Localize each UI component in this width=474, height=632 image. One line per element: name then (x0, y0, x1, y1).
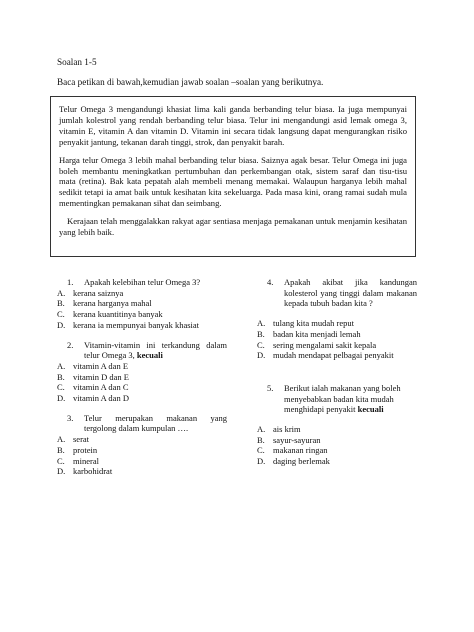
question-number: 5. (267, 382, 274, 393)
question-1 (57, 277, 227, 331)
option-label: B. (257, 328, 265, 339)
option-c[interactable] (57, 382, 227, 393)
section-heading: Soalan 1-5 (57, 57, 97, 67)
option-label: C. (57, 455, 65, 466)
option-a[interactable] (257, 424, 417, 435)
option-a[interactable] (257, 318, 417, 329)
questions-left-column (57, 277, 227, 485)
option-d[interactable] (57, 320, 227, 331)
option-text: ais krim (273, 424, 301, 435)
option-b[interactable] (57, 298, 227, 309)
option-label: A. (57, 360, 66, 371)
option-text: kerana harganya mahal (73, 298, 152, 309)
option-label: B. (57, 371, 65, 382)
option-c[interactable] (257, 340, 417, 351)
question-text: Telur merupakan makanan yang tergolong dalam kumpulan …. (84, 412, 227, 434)
option-label: A. (257, 424, 266, 435)
option-text: makanan ringan (273, 445, 328, 456)
questions-right-column (257, 277, 417, 475)
option-text: serat (73, 434, 90, 445)
option-label: D. (57, 393, 66, 404)
option-a[interactable] (57, 434, 227, 445)
option-text: kerana ia mempunyai banyak khasiat (73, 319, 200, 330)
option-label: C. (57, 309, 65, 320)
question-keyword: kecuali (136, 350, 163, 361)
question-4 (257, 277, 417, 361)
option-text: protein (73, 444, 98, 455)
option-text: mudah mendapat pelbagai penyakit (273, 350, 394, 361)
option-b[interactable] (57, 372, 227, 383)
option-text: tulang kita mudah reput (273, 318, 354, 329)
option-d[interactable] (257, 350, 417, 361)
option-d[interactable] (57, 393, 227, 404)
question-number: 4. (267, 277, 274, 287)
option-label: B. (57, 298, 65, 309)
question-3 (57, 413, 227, 477)
instruction-text: Baca petikan di bawah,kemudian jawab soalan –soalan yang berikutnya. (57, 77, 324, 87)
option-text: mineral (73, 455, 99, 466)
question-text: Apakah akibat jika kandungan kolesterol yang tinggi dalam makanan kepada tubuh badan kita ? (284, 277, 417, 309)
option-b[interactable] (257, 435, 417, 446)
option-text: vitamin A dan C (73, 382, 129, 393)
option-c[interactable] (57, 456, 227, 467)
option-text: sayur-sayuran (273, 434, 321, 445)
option-text: karbohidrat (73, 466, 113, 477)
option-text: badan kita menjadi lemah (273, 328, 361, 339)
option-label: A. (257, 318, 266, 329)
question-text-main: Berikut ialah makanan yang boleh menyebabkan badan kita mudah menghidapi penyakit (284, 382, 401, 415)
option-text: kerana kuantitinya banyak (73, 309, 163, 320)
question-text: Apakah kelebihan telur Omega 3? (84, 277, 201, 287)
question-number: 2. (67, 339, 74, 350)
question-text (84, 340, 227, 361)
option-text: kerana saiznya (73, 287, 124, 298)
option-d[interactable] (257, 456, 417, 467)
passage-paragraph-2: Harga telur Omega 3 lebih mahal berbanding telur biasa. Saiznya agak besar. Telur Omega ini juga boleh membantu meningkatkan pertumbuhan dan perkembangan otak, sistem saraf dan tisu-tisu mata (retina). Bak kata pepatah alah membeli menang memakai. Walaupun harganya lebih mahal sedikit tetapi ia amat baik untuk kesihatan kita sekeluarga. Pada masa kini, orang ramai sudah mula mementingkan pemakanan sihat dan seimbang. (59, 154, 407, 209)
option-text: daging berlemak (273, 456, 330, 467)
option-label: D. (257, 350, 266, 361)
option-c[interactable] (257, 445, 417, 456)
question-number: 3. (67, 412, 74, 423)
option-label: B. (257, 434, 265, 445)
question-text (284, 383, 417, 415)
option-label: C. (257, 339, 265, 350)
question-2 (57, 340, 227, 404)
passage-paragraph-1: Telur Omega 3 mengandungi khasiat lima kali ganda berbanding telur biasa. Ia juga mempunyai jumlah kolestrol yang rendah berbanding telur biasa. Telur ini mengandungi asid lemak omega 3, vitamin E, vitamin A dan vitamin D. Vitamin ini secara tidak langsung dapat mengurangkan risiko penyakit jantung, tekanan darah tinggi, strok, dan penyakit barah. (59, 104, 407, 147)
question-text-main: Vitamin-vitamin ini terkandung dalam telur Omega 3, (84, 339, 227, 361)
option-label: D. (257, 456, 266, 467)
option-text: sering mengalami sakit kepala (273, 339, 377, 350)
option-text: vitamin A dan E (73, 360, 129, 371)
option-label: C. (57, 382, 65, 393)
passage-paragraph-3: Kerajaan telah menggalakkan rakyat agar sentiasa menjaga pemakanan untuk menjamin kesihatan yang lebih baik. (59, 216, 407, 238)
option-d[interactable] (57, 466, 227, 477)
option-label: A. (57, 434, 66, 445)
option-text: vitamin A dan D (73, 393, 129, 404)
question-keyword: kecuali (357, 404, 384, 415)
question-number: 1. (67, 277, 74, 287)
option-label: D. (57, 466, 66, 477)
option-label: D. (57, 319, 66, 330)
option-a[interactable] (57, 288, 227, 299)
option-b[interactable] (257, 329, 417, 340)
option-c[interactable] (57, 309, 227, 320)
option-b[interactable] (57, 445, 227, 456)
option-label: B. (57, 444, 65, 455)
option-a[interactable] (57, 361, 227, 372)
question-5 (257, 383, 417, 467)
option-label: A. (57, 287, 66, 298)
option-text: vitamin D dan E (73, 371, 129, 382)
option-label: C. (257, 445, 265, 456)
passage-box (50, 96, 416, 257)
